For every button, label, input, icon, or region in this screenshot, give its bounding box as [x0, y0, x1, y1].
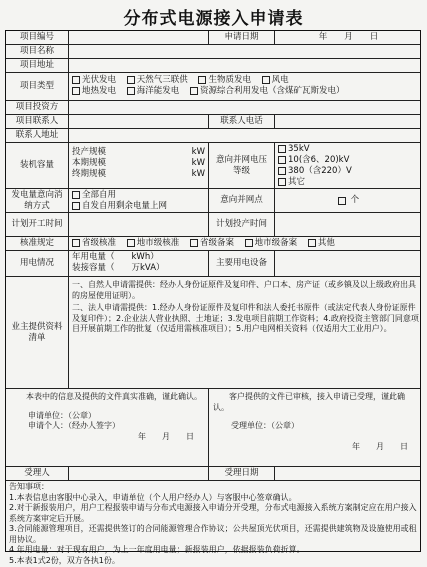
option-ocean[interactable]: 海洋能发电: [127, 86, 180, 97]
document-item-individual: 一、自然人申请需提供：经办人身份证原件及复印件、户口本、房产证（或乡镇及以上级政府出具的房屋使用证明）。: [72, 280, 416, 300]
field-investor[interactable]: [68, 101, 422, 114]
field-operation-time[interactable]: [274, 213, 422, 236]
applicant-person-sign[interactable]: 申请个人：（经办人签字）: [28, 421, 120, 430]
field-start-time[interactable]: [68, 213, 208, 236]
option-other-approval[interactable]: 其他: [308, 238, 335, 249]
row-receivers: [6, 467, 420, 481]
option-wind[interactable]: 风电: [262, 75, 289, 86]
checkbox-icon: [72, 239, 80, 247]
row-project-name: [6, 45, 420, 59]
field-accept-date[interactable]: [274, 467, 422, 480]
row-schedule: [6, 213, 420, 237]
option-geothermal[interactable]: 地热发电: [72, 86, 116, 97]
capacity-final[interactable]: 终期规模 kW: [72, 169, 205, 179]
grid-voltage-options: [274, 143, 422, 188]
option-gas-cchp[interactable]: 天然气三联供: [127, 75, 188, 86]
applicant-statement: 本表中的信息及提供的文件真实准确，谨此确认。: [26, 392, 202, 401]
label-operation-time: 计划投产时间: [208, 213, 274, 236]
row-consumption: [6, 189, 420, 213]
row-project-type: [6, 73, 420, 101]
checkbox-icon: [278, 145, 286, 153]
checkbox-icon: [190, 239, 198, 247]
row-signatures: [6, 389, 420, 467]
row-notes: [6, 481, 420, 565]
label-project-address: 项目地址: [19, 60, 54, 70]
checkbox-icon: [127, 239, 135, 247]
acceptance-date[interactable]: 年 月 日: [352, 442, 408, 451]
applicant-confirmation: [6, 389, 208, 466]
checkbox-icon: [127, 76, 135, 84]
label-project-type: 项目类型: [19, 81, 54, 91]
label-grid-voltage: 意向并网电压等级: [208, 143, 274, 188]
consumption-options: [68, 189, 208, 212]
option-self-use-all[interactable]: 全部自用: [72, 190, 205, 201]
row-project-number: [6, 31, 420, 45]
row-approval: [6, 237, 420, 251]
field-project-address[interactable]: [68, 59, 422, 72]
field-annual-consumption[interactable]: 年用电量（ kWh）: [72, 252, 159, 262]
option-provincial-filing[interactable]: 省级备案: [190, 238, 234, 249]
checkbox-icon: [278, 156, 286, 164]
checkbox-icon: [278, 167, 286, 175]
checkbox-icon: [72, 202, 80, 210]
note-item-2: 2.对于新报装用户，用户工程报装申请与分布式电源接入申请分开受理，分布式电源接入系统方案制定应在用户接入系统方案审定后开展。: [9, 503, 417, 523]
label-consumption: 发电量意向消纳方式: [11, 189, 63, 211]
note-item-1: 1.本表信息由客服中心录入，申请单位（个人用户经办人）与客服中心签章确认。: [9, 492, 297, 502]
checkbox-icon: [127, 87, 135, 95]
checkbox-icon: [308, 239, 316, 247]
field-apply-date[interactable]: 年 月 日: [274, 31, 422, 44]
field-grid-points[interactable]: 个: [274, 189, 422, 212]
form-title: 分布式电源接入申请表: [123, 9, 304, 29]
applicant-date[interactable]: 年 月 日: [138, 431, 194, 441]
acceptance-confirmation: [208, 389, 422, 466]
label-project-name: 项目名称: [19, 46, 54, 56]
option-resource-reuse[interactable]: 资源综合利用发电（含煤矿瓦斯发电）: [190, 86, 345, 97]
usage-values: [68, 251, 208, 276]
notes-title: 告知事项：: [9, 482, 49, 491]
option-city-approval[interactable]: 地市级核准: [127, 238, 180, 249]
option-self-use-surplus[interactable]: 自发自用剩余电量上网: [72, 201, 205, 212]
row-contact-address: [6, 129, 420, 143]
label-documents: 业主提供资料清单: [11, 321, 63, 343]
label-contact: 项目联系人: [15, 116, 59, 126]
document-item-legal-entity: 二、法人申请需提供：1.经办人身份证原件及复印件和法人委托书原件（或法定代表人身份证原件及复印件）；2.企业法人营业执照、土地证；3.发电项目前期工作资料；4.政府投资主管部门同意项目开展前期工作的批复（仅适用需核准项目）；5.用户电网相关资料（仅适用大工业用户）。: [72, 303, 419, 333]
option-provincial-approval[interactable]: 省级核准: [72, 238, 116, 249]
label-apply-date: 申请日期: [208, 31, 274, 44]
acceptance-unit-stamp[interactable]: 受理单位：（公章）: [231, 421, 299, 430]
approval-options: [68, 237, 422, 250]
option-380v[interactable]: 380（含220）V: [278, 166, 419, 177]
row-capacity: [6, 143, 420, 189]
field-contact[interactable]: [68, 115, 208, 128]
row-documents: [6, 277, 420, 389]
option-biomass[interactable]: 生物质发电: [198, 75, 251, 86]
field-contact-address[interactable]: [68, 129, 422, 142]
note-item-5: 5.本表1式2份，双方各执1份。: [9, 555, 120, 565]
label-usage: 用电情况: [19, 258, 54, 268]
capacity-in-operation[interactable]: 投产规模 kW: [72, 147, 205, 157]
label-accept-person: 受理人: [24, 468, 50, 478]
checkbox-icon: [190, 87, 198, 95]
option-pv[interactable]: 光伏发电: [72, 75, 116, 86]
field-main-equipment[interactable]: [274, 251, 422, 276]
label-capacity: 装机容量: [19, 160, 54, 170]
capacity-values: [68, 143, 208, 188]
row-investor: [6, 101, 420, 115]
field-project-number[interactable]: [68, 31, 208, 44]
label-project-number: 项目编号: [19, 32, 54, 42]
option-35kv[interactable]: 35kV: [278, 144, 419, 155]
label-approval: 核准规定: [19, 238, 54, 248]
checkbox-icon: [262, 76, 270, 84]
option-city-filing[interactable]: 地市级备案: [245, 238, 298, 249]
checkbox-icon: [72, 191, 80, 199]
option-10kv[interactable]: 10(含6、20)kV: [278, 155, 419, 166]
label-contact-address: 联系人地址: [15, 130, 59, 140]
documents-list: [68, 277, 422, 388]
checkbox-icon: [72, 76, 80, 84]
field-contact-phone[interactable]: [274, 115, 422, 128]
label-start-time: 计划开工时间: [11, 219, 63, 229]
field-installed-capacity[interactable]: 装接容量（ 万kVA）: [72, 263, 165, 273]
acceptance-statement: 客户提供的文件已审核，接入申请已受理，谨此确认。: [213, 392, 405, 412]
row-contact: [6, 115, 420, 129]
project-type-options: [68, 73, 422, 100]
checkbox-icon: [72, 87, 80, 95]
field-accept-person[interactable]: [68, 467, 208, 480]
form-table: [5, 30, 421, 565]
row-usage: [6, 251, 420, 277]
option-other-voltage[interactable]: 其它: [278, 177, 419, 188]
label-investor: 项目投资方: [15, 102, 59, 112]
checkbox-icon: [198, 76, 206, 84]
checkbox-icon: [278, 178, 286, 186]
label-grid-points: 意向并网点: [208, 189, 274, 212]
label-accept-date: 受理日期: [208, 467, 274, 480]
label-contact-phone: 联系人电话: [208, 115, 274, 128]
applicant-unit-stamp[interactable]: 申请单位：（公章）: [28, 410, 96, 420]
field-project-name[interactable]: [68, 45, 422, 58]
capacity-this-phase[interactable]: 本期规模 kW: [72, 158, 205, 168]
checkbox-icon: [338, 197, 346, 205]
row-project-address: [6, 59, 420, 73]
checkbox-icon: [245, 239, 253, 247]
label-main-equipment: 主要用电设备: [208, 251, 274, 276]
note-item-3: 3.合同能源管理项目，还需提供签订的合同能源管理合作协议；公共屋顶光伏项目，还需提供建筑物及设施使用或租用协议。: [9, 524, 417, 544]
notes-block: [6, 481, 420, 567]
note-item-4: 4.年用电量：对于现有用户，为上一年度用电量；新报装用户，依据报装负荷折算。: [9, 545, 305, 554]
